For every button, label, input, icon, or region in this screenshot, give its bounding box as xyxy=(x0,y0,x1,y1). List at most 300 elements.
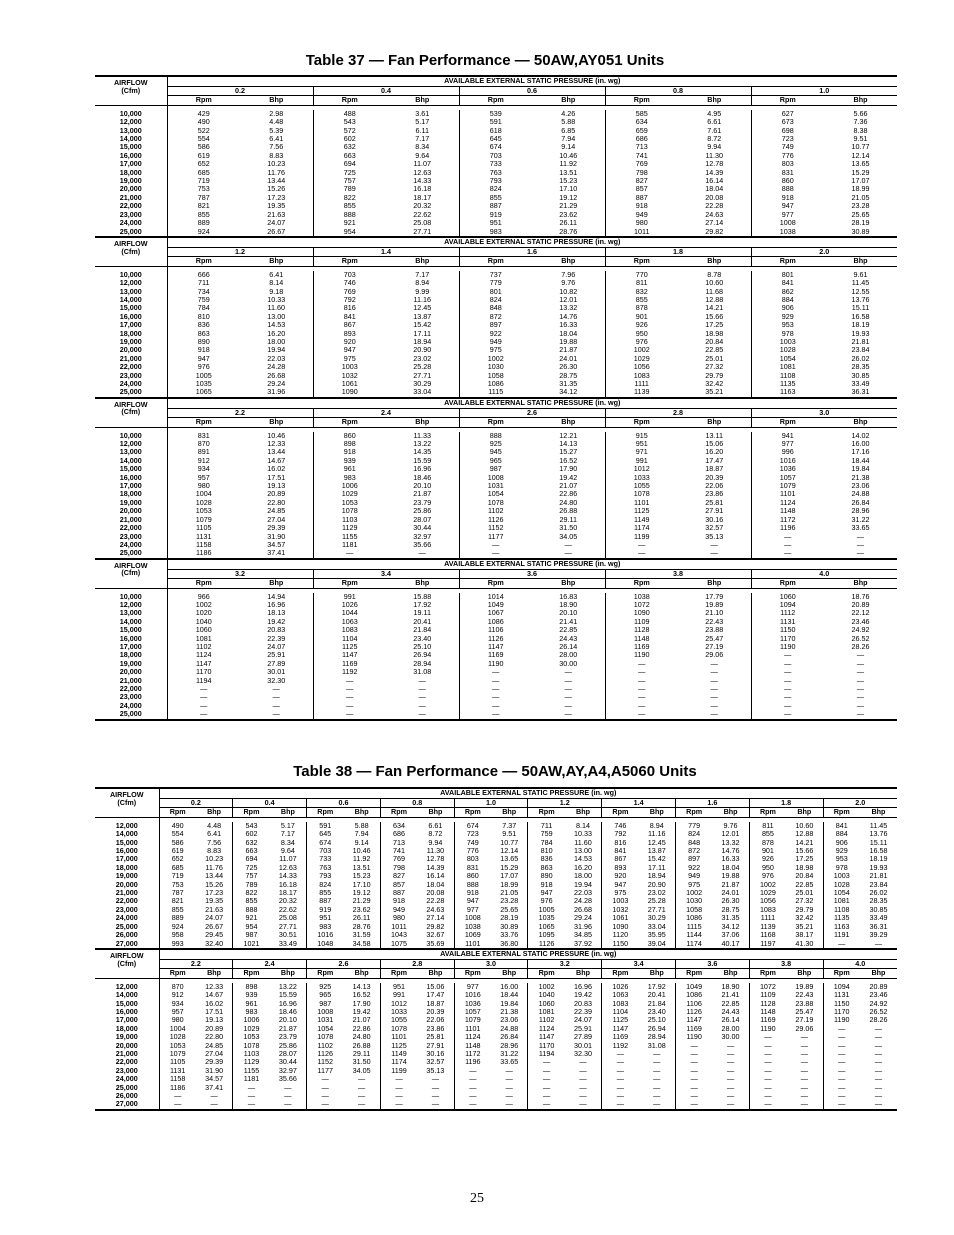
pressure-block xyxy=(95,559,897,720)
rpm-value: 1075 xyxy=(380,940,417,949)
airflow-value: 24,000 xyxy=(115,1075,138,1084)
bhp-value: 18.46 xyxy=(413,473,432,482)
rpm-value: — xyxy=(749,1042,786,1050)
rpm-value: 1126 xyxy=(307,1050,344,1058)
rpm-value: 949 xyxy=(605,211,678,219)
static-pressure-value: 2.6 xyxy=(338,959,349,968)
bhp-value: 14.67 xyxy=(205,991,224,1000)
rpm-header: Rpm xyxy=(675,808,712,817)
rpm-value: 1191 xyxy=(823,931,860,939)
rpm-value: 632 xyxy=(233,839,270,847)
bhp-value: 20.83 xyxy=(267,626,286,635)
rpm-value: 855 xyxy=(159,906,196,914)
static-pressure-header xyxy=(749,959,823,968)
rpm-value: 1006 xyxy=(233,1016,270,1024)
rpm-value: 749 xyxy=(751,143,824,151)
rpm-value: — xyxy=(751,541,824,549)
rpm-value: 734 xyxy=(167,288,240,296)
rpm-value: 1008 xyxy=(751,219,824,227)
bhp-value: — xyxy=(418,693,426,702)
rpm-value: 746 xyxy=(602,822,639,830)
rpm-value: 1196 xyxy=(454,1058,491,1066)
rpm-value: — xyxy=(749,1033,786,1041)
bhp-value: 12.55 xyxy=(851,287,870,296)
airflow-value: 23,000 xyxy=(119,693,142,702)
rpm-value: 831 xyxy=(454,864,491,872)
rpm-value: 719 xyxy=(167,177,240,185)
table-row xyxy=(95,991,897,999)
bhp-value: 18.19 xyxy=(851,321,870,330)
bhp-value: 34.57 xyxy=(205,1075,224,1084)
static-pressure-header xyxy=(307,799,381,808)
rpm-value: 1008 xyxy=(454,914,491,922)
rpm-value: 1190 xyxy=(751,643,824,651)
bhp-value: 14.53 xyxy=(267,321,286,330)
rpm-value: 1148 xyxy=(605,635,678,643)
rpm-value: 1028 xyxy=(751,346,824,354)
rpm-value: 1101 xyxy=(454,940,491,949)
bhp-value: 20.84 xyxy=(795,872,814,881)
rpm-value: — xyxy=(823,1042,860,1050)
rpm-value: 488 xyxy=(313,110,386,118)
bhp-value: 22.80 xyxy=(267,498,286,507)
rpm-value: 893 xyxy=(313,330,386,338)
rpm-value: 674 xyxy=(459,143,532,151)
airflow-value: 12,000 xyxy=(115,821,138,830)
bhp-value: 26.11 xyxy=(559,219,577,228)
airflow-value: 14,000 xyxy=(119,456,142,465)
rpm-header: Rpm xyxy=(459,418,532,427)
bhp-value: — xyxy=(710,693,718,702)
bhp-header: Bhp xyxy=(386,257,459,266)
rpm-value: 1094 xyxy=(823,983,860,991)
bhp-value: 8.94 xyxy=(415,279,430,288)
bhp-value: 17.07 xyxy=(500,872,519,881)
bhp-value: — xyxy=(678,710,751,719)
airflow-value: 13,000 xyxy=(119,126,142,135)
static-pressure-value: 0.8 xyxy=(673,86,683,95)
rpm-value: — xyxy=(233,1084,270,1092)
bhp-value: 27.19 xyxy=(795,1016,814,1025)
rpm-value: 901 xyxy=(605,313,678,321)
rpm-value: 831 xyxy=(167,432,240,440)
bhp-value: — xyxy=(564,685,572,693)
rpm-value: 1148 xyxy=(454,1042,491,1050)
airflow-value: 10,000 xyxy=(119,592,142,601)
bhp-value: 7.94 xyxy=(561,135,576,144)
table-row xyxy=(95,372,897,380)
static-pressure-value: 4.0 xyxy=(819,569,830,578)
rpm-header: Rpm xyxy=(380,808,417,817)
bhp-value: 24.01 xyxy=(721,889,740,898)
bhp-value: 19.94 xyxy=(573,880,592,889)
table-37-title: Table 37 — Fan Performance — 50AW,AY051 Units xyxy=(305,52,665,69)
rpm-value: 1104 xyxy=(602,1008,639,1016)
static-pressure-header xyxy=(602,959,676,968)
bhp-value: — xyxy=(678,549,751,558)
bhp-value: 17.47 xyxy=(705,456,724,465)
rpm-value: 585 xyxy=(605,110,678,118)
bhp-value: 24.85 xyxy=(267,507,286,516)
rpm-value: 884 xyxy=(823,830,860,838)
airflow-value: 13,000 xyxy=(119,609,142,618)
bhp-value: — xyxy=(800,1049,808,1058)
bhp-value: 25.01 xyxy=(795,889,814,898)
rpm-value: — xyxy=(823,940,860,949)
bhp-value: 25.10 xyxy=(647,1016,666,1025)
bhp-value: 21.87 xyxy=(721,880,740,889)
airflow-value: 24,000 xyxy=(115,914,138,923)
bhp-value: 14.76 xyxy=(559,312,578,321)
airflow-value: 26,000 xyxy=(115,1092,138,1100)
rpm-value: 949 xyxy=(459,338,532,346)
bhp-value: — xyxy=(712,1100,749,1109)
bhp-value: 27.04 xyxy=(267,515,286,524)
bhp-value: — xyxy=(564,701,572,710)
bhp-value: 22.39 xyxy=(267,634,286,643)
rpm-value: 674 xyxy=(307,839,344,847)
bhp-value: 11.07 xyxy=(413,160,431,169)
bhp-value: 11.76 xyxy=(205,863,223,872)
bhp-value: 18.00 xyxy=(573,872,592,881)
airflow-label: AIRFLOW xyxy=(113,238,148,248)
airflow-label: AIRFLOW xyxy=(113,399,148,409)
rpm-value: — xyxy=(751,693,824,701)
rpm-value: 953 xyxy=(751,321,824,329)
rpm-value: 965 xyxy=(459,457,532,465)
rpm-value: 821 xyxy=(159,897,196,905)
airflow-value: 21,000 xyxy=(115,1049,138,1058)
bhp-value: — xyxy=(800,1066,808,1075)
rpm-value: 490 xyxy=(159,822,196,830)
rpm-value: 951 xyxy=(307,914,344,922)
airflow-value: 25,000 xyxy=(115,922,138,931)
rpm-header: Rpm xyxy=(313,418,386,427)
rpm-value: 1172 xyxy=(454,1050,491,1058)
rpm-value: 1057 xyxy=(454,1008,491,1016)
bhp-value: 26.14 xyxy=(721,1016,740,1025)
rpm-value: 694 xyxy=(233,855,270,863)
rpm-value: 1090 xyxy=(602,923,639,931)
bhp-value: 15.59 xyxy=(278,991,297,1000)
rpm-value: 977 xyxy=(751,440,824,448)
rpm-value: — xyxy=(751,651,824,659)
rpm-value: 889 xyxy=(167,219,240,227)
bhp-value: 23.28 xyxy=(851,202,870,211)
rpm-value: 1177 xyxy=(307,1067,344,1075)
bhp-value: 31.22 xyxy=(500,1049,519,1058)
bhp-value: 14.13 xyxy=(559,440,578,449)
rpm-value: 855 xyxy=(167,211,240,219)
bhp-value: 18.04 xyxy=(705,185,724,194)
bhp-value: 40.17 xyxy=(712,940,749,949)
bhp-value: 7.94 xyxy=(354,830,369,839)
bhp-value: — xyxy=(856,685,865,693)
airflow-value: 21,000 xyxy=(119,676,142,685)
static-pressure-header xyxy=(749,799,823,808)
bhp-value: 29.11 xyxy=(559,515,577,524)
bhp-value: 27.32 xyxy=(795,897,814,906)
bhp-value: — xyxy=(564,693,572,702)
rpm-value: 1029 xyxy=(749,889,786,897)
rpm-value: — xyxy=(459,549,532,558)
bhp-value: 5.17 xyxy=(280,821,295,830)
bhp-value: 25.47 xyxy=(705,634,724,643)
bhp-value: 24.07 xyxy=(267,219,286,228)
rpm-header: Rpm xyxy=(823,969,860,978)
bhp-value: 19.88 xyxy=(559,337,578,346)
rpm-value: — xyxy=(307,1092,344,1100)
bhp-value: 22.85 xyxy=(721,999,740,1008)
static-pressure-header xyxy=(454,959,528,968)
bhp-value: 31.22 xyxy=(851,515,870,524)
bhp-value: 24.80 xyxy=(352,1033,371,1042)
rpm-value: 924 xyxy=(167,228,240,237)
bhp-value: 28.07 xyxy=(278,1049,297,1058)
bhp-value: — xyxy=(726,1075,735,1084)
table-row xyxy=(95,864,897,872)
bhp-value: 25.81 xyxy=(426,1033,445,1042)
bhp-value: 35.21 xyxy=(795,922,814,931)
rpm-value: 1147 xyxy=(313,651,386,659)
bhp-value: 35.13 xyxy=(705,532,724,541)
table-row xyxy=(95,702,897,710)
bhp-value: 25.86 xyxy=(278,1041,297,1050)
bhp-value: 28.76 xyxy=(352,922,371,931)
bhp-value: — xyxy=(726,1066,735,1075)
bhp-value: 14.21 xyxy=(795,838,814,847)
rpm-value: 572 xyxy=(313,127,386,135)
rpm-header: Rpm xyxy=(459,96,532,105)
bhp-value: 13.76 xyxy=(869,830,888,839)
bhp-value: 23.46 xyxy=(869,991,888,1000)
rpm-value: 898 xyxy=(233,983,270,991)
static-pressure-value: 3.8 xyxy=(673,569,683,578)
airflow-value: 23,000 xyxy=(115,1066,138,1075)
esp-header: AVAILABLE EXTERNAL STATIC PRESSURE (in. wg) xyxy=(167,398,897,409)
static-pressure-value: 0.4 xyxy=(381,86,391,95)
airflow-value: 22,000 xyxy=(119,202,142,211)
rpm-value: 803 xyxy=(454,855,491,863)
bhp-value: 15.11 xyxy=(851,304,870,313)
bhp-value: 6.41 xyxy=(269,135,284,144)
rpm-value: 1020 xyxy=(167,609,240,617)
rpm-value: 1125 xyxy=(605,507,678,515)
bhp-value: 22.06 xyxy=(426,1016,445,1025)
rpm-value: 957 xyxy=(159,1008,196,1016)
bhp-value: 11.16 xyxy=(648,830,666,839)
airflow-value: 25,000 xyxy=(95,710,167,719)
static-pressure-header xyxy=(675,959,749,968)
bhp-header: Bhp xyxy=(240,418,313,427)
bhp-value: 31.90 xyxy=(267,532,286,541)
static-pressure-value: 3.0 xyxy=(819,408,830,417)
bhp-value: 28.35 xyxy=(851,363,870,372)
bhp-value: 7.36 xyxy=(853,118,868,127)
rpm-value: 929 xyxy=(751,313,824,321)
bhp-value: 26.30 xyxy=(559,363,578,372)
bhp-value: 7.17 xyxy=(415,270,430,279)
bhp-header: Bhp xyxy=(786,969,823,978)
bhp-value: 33.76 xyxy=(500,931,519,940)
bhp-value: 32.30 xyxy=(573,1049,592,1058)
table-row xyxy=(95,872,897,880)
airflow-value: 26,000 xyxy=(115,931,138,940)
airflow-value: 18,000 xyxy=(115,1024,138,1033)
airflow-value: 22,000 xyxy=(119,524,142,533)
bhp-header: Bhp xyxy=(565,808,602,817)
airflow-header xyxy=(95,559,167,588)
table-row xyxy=(95,881,897,889)
airflow-value: 19,000 xyxy=(119,498,142,507)
bhp-value: 13.76 xyxy=(851,295,870,304)
cfm-label: (Cfm) xyxy=(121,85,141,95)
bhp-value: 20.90 xyxy=(647,880,666,889)
static-pressure-value: 1.6 xyxy=(527,247,537,256)
bhp-value: — xyxy=(505,1075,513,1084)
bhp-value: 26.30 xyxy=(721,897,740,906)
bhp-header: Bhp xyxy=(270,808,307,817)
bhp-value: 17.92 xyxy=(413,600,432,609)
rpm-value: 591 xyxy=(459,118,532,126)
bhp-value: 23.84 xyxy=(851,346,870,355)
bhp-value: — xyxy=(270,1100,307,1109)
bhp-value: 34.05 xyxy=(352,1066,371,1075)
pressure-block xyxy=(95,76,897,237)
table-row xyxy=(95,1084,897,1092)
bhp-value: 23.06 xyxy=(851,482,870,491)
bhp-value: 14.33 xyxy=(278,872,297,881)
table-row xyxy=(95,448,897,456)
rpm-value: — xyxy=(459,685,532,693)
rpm-value: — xyxy=(675,1092,712,1100)
bhp-value: 30.16 xyxy=(426,1049,445,1058)
rpm-value: 983 xyxy=(307,923,344,931)
bhp-value: 28.26 xyxy=(869,1016,888,1025)
rpm-value: 1150 xyxy=(823,1000,860,1008)
bhp-value: 11.16 xyxy=(413,295,431,304)
rpm-value: 1061 xyxy=(313,380,386,388)
bhp-value: 28.07 xyxy=(413,515,432,524)
rpm-value: 976 xyxy=(167,363,240,371)
rpm-header: Rpm xyxy=(159,808,196,817)
bhp-value: 13.32 xyxy=(721,838,740,847)
rpm-value: 961 xyxy=(313,465,386,473)
bhp-value: 15.66 xyxy=(705,312,724,321)
rpm-value: 811 xyxy=(605,279,678,287)
table-row xyxy=(95,118,897,126)
rpm-header: Rpm xyxy=(313,257,386,266)
bhp-value: — xyxy=(418,701,426,710)
rpm-value: 663 xyxy=(313,152,386,160)
rpm-value: — xyxy=(233,1100,270,1109)
rpm-value: — xyxy=(749,1050,786,1058)
airflow-value: 25,000 xyxy=(95,228,167,237)
bhp-value: 23.79 xyxy=(278,1033,297,1042)
airflow-value: 20,000 xyxy=(119,507,142,516)
rpm-value: 958 xyxy=(159,931,196,939)
airflow-value: 21,000 xyxy=(119,193,142,202)
table-row xyxy=(95,914,897,922)
rpm-value: 793 xyxy=(459,177,532,185)
bhp-header: Bhp xyxy=(240,579,313,588)
rpm-header: Rpm xyxy=(749,969,786,978)
bhp-value: 35.95 xyxy=(647,931,666,940)
static-pressure-header xyxy=(167,247,313,256)
rpm-value: 975 xyxy=(313,355,386,363)
static-pressure-header xyxy=(380,799,454,808)
bhp-value: 20.83 xyxy=(573,999,592,1008)
rpm-value: 686 xyxy=(380,830,417,838)
rpm-value: 1125 xyxy=(380,1042,417,1050)
rpm-value: 1135 xyxy=(751,380,824,388)
bhp-value: 17.07 xyxy=(851,177,870,186)
bhp-value: — xyxy=(874,1092,883,1100)
rpm-value: 1003 xyxy=(313,363,386,371)
rpm-value: 1168 xyxy=(749,931,786,939)
rpm-value: 490 xyxy=(167,118,240,126)
rpm-value: 906 xyxy=(823,839,860,847)
bhp-header: Bhp xyxy=(824,418,897,427)
static-pressure-value: 2.4 xyxy=(381,408,391,417)
table-row xyxy=(95,889,897,897)
rpm-value: 776 xyxy=(454,847,491,855)
bhp-value: 19.35 xyxy=(205,897,224,906)
bhp-value: 19.13 xyxy=(205,1016,224,1025)
bhp-value: 18.90 xyxy=(721,982,740,991)
bhp-value: 31.50 xyxy=(352,1058,371,1067)
static-pressure-header xyxy=(167,408,313,417)
bhp-header: Bhp xyxy=(240,96,313,105)
bhp-value: 7.96 xyxy=(561,270,576,279)
bhp-value: — xyxy=(653,1083,661,1092)
rpm-value: 652 xyxy=(159,855,196,863)
static-pressure-value: 1.8 xyxy=(781,798,792,807)
rpm-value: — xyxy=(751,533,824,541)
bhp-value: 17.51 xyxy=(267,473,286,482)
bhp-value: 16.20 xyxy=(573,863,592,872)
rpm-value: 1190 xyxy=(459,660,532,668)
rpm-value: 792 xyxy=(602,830,639,838)
static-pressure-header xyxy=(751,87,897,96)
rpm-value: 841 xyxy=(602,847,639,855)
rpm-value: — xyxy=(380,1075,417,1083)
static-pressure-header xyxy=(605,408,751,417)
bhp-value: 23.88 xyxy=(705,626,724,635)
rpm-value: 870 xyxy=(167,440,240,448)
rpm-header: Rpm xyxy=(167,257,240,266)
static-pressure-value: 4.0 xyxy=(855,959,866,968)
bhp-value: 39.29 xyxy=(869,931,888,940)
rpm-value: 824 xyxy=(307,881,344,889)
bhp-value: 30.01 xyxy=(573,1041,592,1050)
bhp-value: 14.39 xyxy=(705,168,724,177)
static-pressure-value: 2.6 xyxy=(527,408,537,417)
rpm-value: 789 xyxy=(233,881,270,889)
bhp-value: 18.44 xyxy=(851,456,870,465)
airflow-value: 17,000 xyxy=(119,482,142,491)
bhp-value: 7.37 xyxy=(502,821,517,830)
bhp-header: Bhp xyxy=(386,579,459,588)
bhp-value: 32.57 xyxy=(426,1058,445,1067)
bhp-value: 26.02 xyxy=(851,354,870,363)
airflow-value: 24,000 xyxy=(119,219,142,228)
rpm-value: 1109 xyxy=(605,618,678,626)
table-row xyxy=(95,127,897,135)
static-pressure-header xyxy=(313,87,459,96)
airflow-value: 14,000 xyxy=(119,617,142,626)
rpm-value: 991 xyxy=(380,991,417,999)
